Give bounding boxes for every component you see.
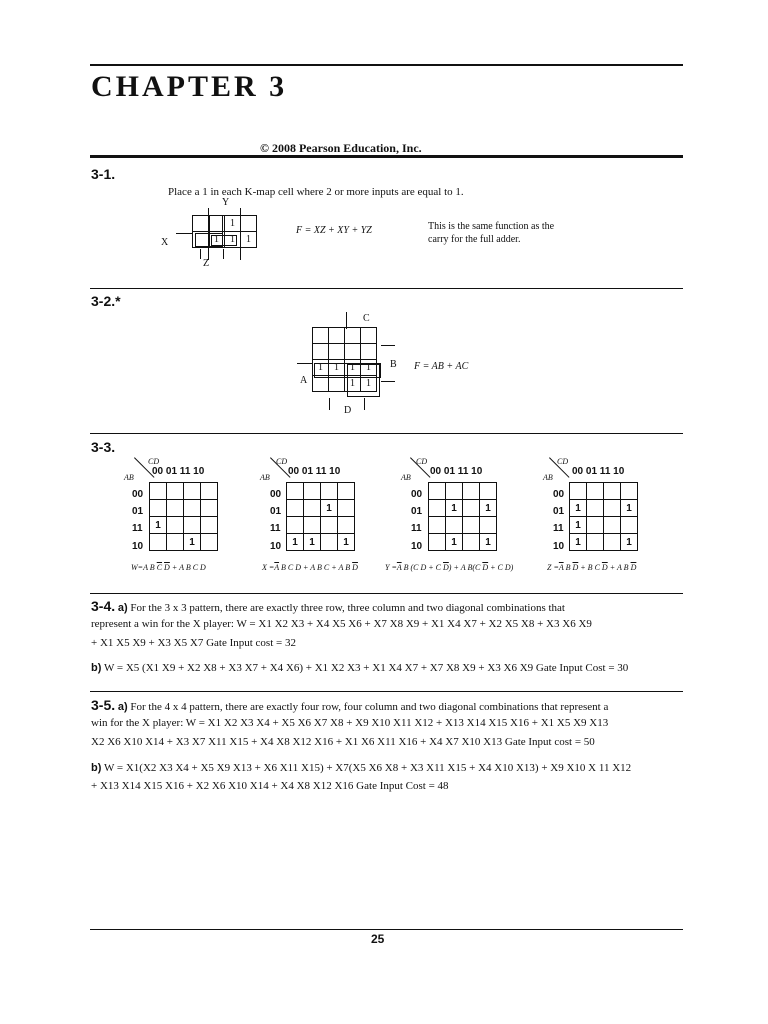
problem-3-5-number: 3-5.: [91, 697, 116, 713]
kmap-3-1-z-bracket: [200, 249, 201, 259]
kmap-one: 1: [304, 534, 321, 551]
kmap-one: 1: [334, 362, 339, 373]
kmap-cell: [345, 328, 361, 344]
kmap-one: 1: [184, 534, 201, 551]
kmap-one: 1: [350, 362, 355, 373]
kmap-cell: [329, 328, 345, 344]
kmap-row-01: 01: [553, 506, 565, 517]
kmap-col-headers: 00 01 11 10: [288, 466, 341, 477]
eq-part: + A B: [607, 563, 629, 572]
problem-3-5-line4: [91, 762, 631, 774]
kmap-one: 1: [446, 500, 463, 517]
kmap-y-equation: [385, 563, 513, 572]
eq-part: W=A B: [131, 563, 155, 572]
kmap-one: 1: [246, 234, 251, 245]
eq-part: + A B C D: [169, 563, 206, 572]
kmap-one: 1: [366, 362, 371, 373]
kmap-3-2-var-c: C: [363, 313, 370, 324]
kmap-3-1-var-y: Y: [222, 197, 230, 208]
kmap-3-1-x-bracket: [176, 233, 192, 234]
kmap-cell: [225, 216, 241, 232]
problem-3-1-intro: Place a 1 in each K-map cell where 2 or more inputs are equal to 1.: [168, 186, 464, 198]
problem-3-5-line3: X2 X6 X10 X14 + X3 X7 X11 X15 + X4 X8 X12 X16 + X1 X6 X11 X16 + X4 X7 X10 X13 Gate Input cost = 50: [91, 736, 595, 748]
kmap-cell: [313, 344, 329, 360]
rule-3-4: [90, 593, 683, 594]
kmap-col-headers: 00 01 11 10: [152, 466, 205, 477]
kmap-row-00: 00: [270, 489, 282, 500]
kmap-one: 1: [287, 534, 304, 551]
kmap-row-00: 00: [553, 489, 565, 500]
problem-3-2-number: 3-2.*: [91, 293, 121, 309]
kmap-one: 1: [446, 534, 463, 551]
kmap-one: 1: [480, 534, 497, 551]
kmap-grid: [149, 482, 218, 551]
kmap-3-2-b-line: [381, 345, 395, 346]
kmap-3-1-var-z: Z: [203, 258, 210, 269]
problem-3-4-line2: represent a win for the X player: W = X1 X2 X3 + X4 X5 X6 + X7 X8 X9 + X1 X4 X7 + X2 X5 X8 + X3 X6 X9: [91, 618, 592, 630]
eq-part: B (C D + C: [401, 563, 442, 572]
problem-3-1-note-line1: This is the same function as the: [428, 221, 555, 232]
kmap-z-equation: [547, 563, 636, 572]
kmap-grid: [569, 482, 638, 551]
rule-3-2: [90, 288, 683, 289]
kmap-3-1-z-bracket-right: [223, 249, 224, 259]
kmap-cell: [361, 344, 377, 360]
kmap-row-10: 10: [553, 541, 565, 552]
kmap-x-equation: [262, 563, 358, 572]
kmap-cd-label: CD: [148, 457, 160, 466]
problem-3-1-number: 3-1.: [91, 166, 116, 182]
kmap-ab-label: AB: [543, 473, 553, 482]
kmap-row-10: 10: [411, 541, 423, 552]
kmap-3-2-var-a: A: [300, 375, 308, 386]
problem-3-4-text-1: For the 3 x 3 pattern, there are exactly three row, three column and two diagonal combinations that: [130, 602, 565, 614]
eq-part: ) + A B(C: [448, 563, 481, 572]
kmap-row-10: 10: [270, 541, 282, 552]
kmap-grid: [286, 482, 355, 551]
kmap-3-2-var-d: D: [344, 405, 352, 416]
kmap-one: 1: [366, 378, 371, 389]
kmap-ab-label: AB: [124, 473, 134, 482]
kmap-ab-label: AB: [260, 473, 270, 482]
eq-part: Y =: [385, 563, 397, 572]
problem-3-5-part-b: b): [91, 762, 102, 774]
problem-3-4-line3: + X1 X5 X9 + X3 X5 X7 Gate Input cost = 32: [91, 637, 296, 649]
page-number: 25: [371, 932, 385, 946]
problem-3-5-text-4: W = X1(X2 X3 X4 + X5 X9 X13 + X6 X11 X15) + X7(X5 X6 X8 + X3 X11 X15 + X4 X10 X13) + X9 X10 X 11 X12: [103, 762, 632, 774]
problem-3-4-number: 3-4.: [91, 598, 116, 614]
kmap-3-2-a-line: [297, 363, 312, 364]
eq-part: $\overline{A}$: [274, 563, 280, 572]
kmap-row-11: 11: [411, 523, 422, 534]
problem-3-5-part-a: a): [117, 701, 128, 713]
footer-rule: [90, 929, 683, 930]
rule-3-3: [90, 433, 683, 434]
eq-part: B C D + A B C + A B: [279, 563, 351, 572]
kmap-one: 1: [350, 378, 355, 389]
kmap-cell: [329, 344, 345, 360]
kmap-ab-label: AB: [401, 473, 411, 482]
eq-part: $\overline{D}$: [164, 563, 170, 572]
kmap-one: 1: [230, 234, 235, 245]
eq-part: X =: [262, 563, 275, 572]
eq-part: $\overline{D}$: [482, 563, 489, 572]
kmap-cd-label: CD: [557, 457, 569, 466]
kmap-one: 1: [570, 517, 587, 534]
kmap-3-2-group-ac: [347, 364, 380, 397]
problem-3-5-text-1: For the 4 x 4 pattern, there are exactly four row, four column and two diagonal combinations that represent a: [130, 701, 609, 713]
kmap-3-2-d-line: [329, 398, 330, 410]
eq-part: + B C: [578, 563, 600, 572]
kmap-col-headers: 00 01 11 10: [430, 466, 483, 477]
eq-part: $\overline{D}$: [572, 563, 579, 572]
eq-part: + C D): [488, 563, 514, 572]
eq-part: B: [563, 563, 571, 572]
eq-part: $\overline{A}$: [396, 563, 402, 572]
kmap-one: 1: [570, 500, 587, 517]
kmap-row-11: 11: [270, 523, 281, 534]
kmap-cell: [241, 216, 257, 232]
eq-part: $\overline{C}$: [156, 563, 163, 572]
copyright-notice: © 2008 Pearson Education, Inc.: [260, 141, 422, 155]
problem-3-5-line1: [91, 697, 608, 713]
kmap-cd-label: CD: [276, 457, 288, 466]
eq-part: $\overline{D}$: [352, 563, 358, 572]
kmap-cell: [193, 216, 209, 232]
kmap-3-2-b-line2: [381, 381, 395, 382]
kmap-cell: [345, 344, 361, 360]
problem-3-4-text-4: W = X5 (X1 X9 + X2 X8 + X3 X7 + X4 X6) + X1 X2 X3 + X1 X4 X7 + X7 X8 X9 + X3 X6 X9 Gate Input Cost = 30: [103, 662, 629, 674]
problem-3-4-part-b: b): [91, 662, 102, 674]
problem-3-5-line5: + X13 X14 X15 X16 + X2 X6 X10 X14 + X4 X8 X12 X16 Gate Input Cost = 48: [91, 780, 449, 792]
kmap-3-2-var-b: B: [390, 359, 397, 370]
problem-3-1-function: F = XZ + XY + YZ: [296, 225, 372, 236]
eq-part: $\overline{A}$: [558, 563, 564, 572]
kmap-row-10: 10: [132, 541, 144, 552]
problem-3-1-note-line2: carry for the full adder.: [428, 234, 521, 245]
top-rule: [90, 64, 683, 66]
kmap-row-00: 00: [132, 489, 144, 500]
chapter-title: CHAPTER 3: [91, 70, 288, 103]
rule-3-5: [90, 691, 683, 692]
kmap-row-11: 11: [132, 523, 143, 534]
kmap-3-1-var-x: X: [161, 237, 169, 248]
problem-3-4-line1: [91, 598, 565, 614]
kmap-grid: [428, 482, 497, 551]
kmap-one: 1: [338, 534, 355, 551]
kmap-w-equation: [131, 563, 206, 572]
kmap-row-01: 01: [411, 506, 423, 517]
kmap-cd-label: CD: [416, 457, 428, 466]
eq-part: $\overline{D}$: [630, 563, 637, 572]
eq-part: $\overline{D}$: [443, 563, 449, 572]
kmap-cell: [241, 232, 257, 248]
kmap-one: 1: [318, 362, 323, 373]
kmap-one: 1: [621, 534, 638, 551]
kmap-row-11: 11: [553, 523, 564, 534]
kmap-row-00: 00: [411, 489, 423, 500]
kmap-row-01: 01: [270, 506, 282, 517]
kmap-one: 1: [230, 218, 235, 229]
eq-part: $\overline{D}$: [601, 563, 608, 572]
header-rule: [90, 155, 683, 158]
kmap-cell: [361, 328, 377, 344]
kmap-one: 1: [570, 534, 587, 551]
problem-3-2-function: F = AB + AC: [414, 361, 469, 372]
problem-3-5-line2: win for the X player: W = X1 X2 X3 X4 + X5 X6 X7 X8 + X9 X10 X11 X12 + X13 X14 X15 X16 + X1 X5 X9 X13: [91, 717, 609, 729]
eq-part: Z =: [547, 563, 559, 572]
kmap-one: 1: [214, 234, 219, 245]
problem-3-3-number: 3-3.: [91, 439, 116, 455]
kmap-one: 1: [621, 500, 638, 517]
kmap-one: 1: [321, 500, 338, 517]
kmap-one: 1: [480, 500, 497, 517]
kmap-3-1-group: [211, 235, 237, 246]
kmap-cell: [313, 328, 329, 344]
problem-3-4-part-a: a): [117, 602, 128, 614]
kmap-3-2-d-line2: [364, 398, 365, 410]
kmap-row-01: 01: [132, 506, 144, 517]
problem-3-4-line4: [91, 662, 628, 674]
kmap-col-headers: 00 01 11 10: [572, 466, 625, 477]
kmap-one: 1: [150, 517, 167, 534]
